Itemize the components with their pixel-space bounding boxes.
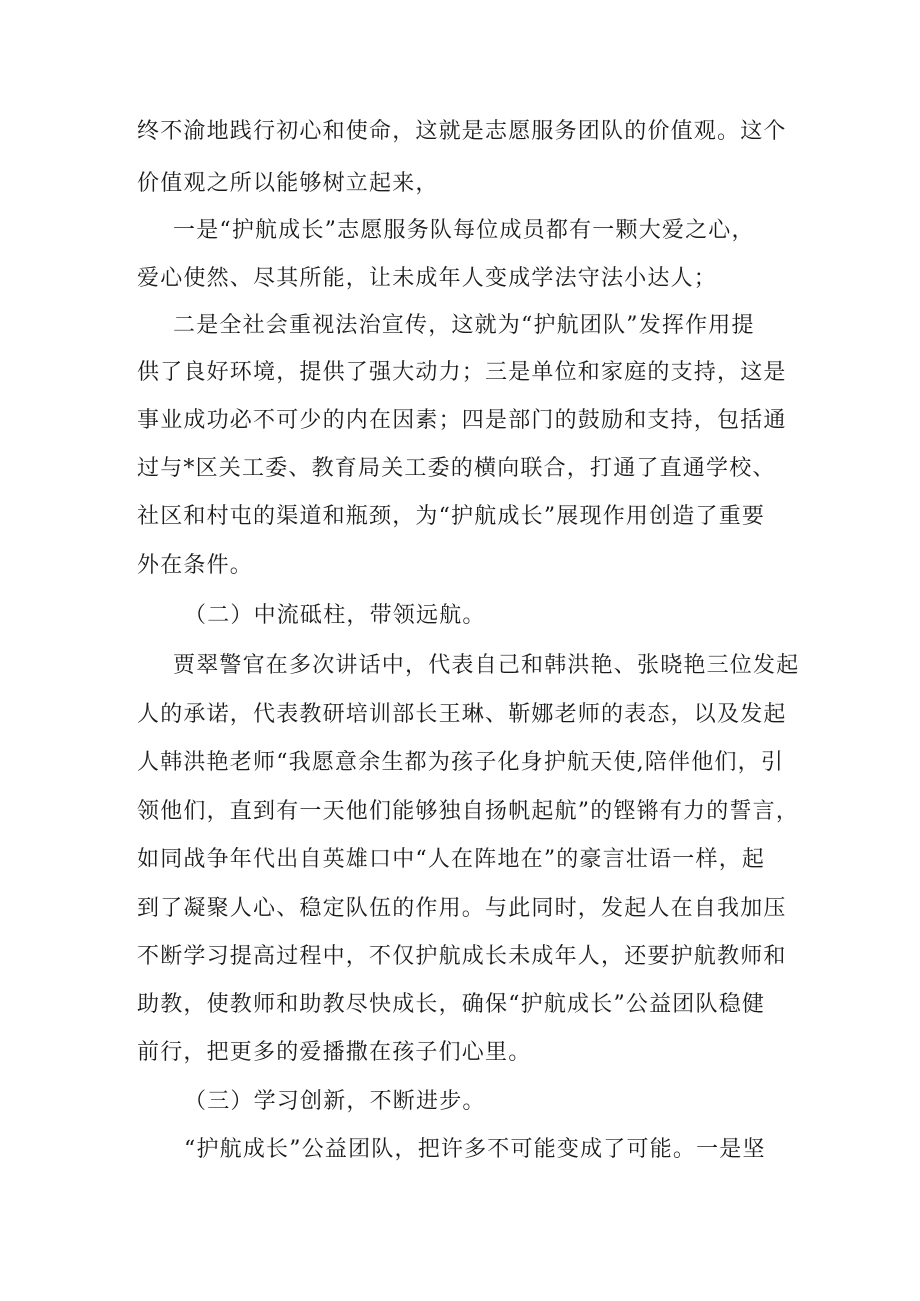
text-line: 爱心使然、尽其所能，让未成年人变成学法守法小达人； (137, 266, 718, 291)
text-line: 前行，把更多的爱播撒在孩子们心里。 (137, 1040, 532, 1065)
text-line: 二是全社会重视法治宣传，这就为“护航团队”发挥作用提 (173, 313, 755, 338)
text-line: 事业成功必不可少的内在因素；四是部门的鼓励和支持，包括通 (137, 408, 787, 433)
text-line: 供了良好环境，提供了强大动力；三是单位和家庭的支持，这是 (137, 360, 787, 385)
text-line: 过与*区关工委、教育局关工委的横向联合，打通了直通学校、 (137, 456, 776, 481)
text-line: 如同战争年代出自英雄口中“人在阵地在”的豪言壮语一样，起 (137, 847, 766, 872)
text-line: 助教，使教师和助教尽快成长，确保“护航成长”公益团队稳健 (137, 992, 766, 1017)
text-line: 外在条件。 (137, 553, 254, 578)
text-line: 人的承诺，代表教研培训部长王琳、靳娜老师的表态，以及发起 (137, 702, 787, 727)
text-line: 终不渝地践行初心和使命，这就是志愿服务团队的价值观。这个 (137, 119, 787, 144)
text-line: 一是“护航成长”志愿服务队每位成员都有一颗大爱之心， (173, 218, 755, 243)
text-line: 领他们，直到有一天他们能够独自扬帆起航”的铿锵有力的誓言， (137, 799, 800, 824)
text-line: 价值观之所以能够树立起来， (137, 171, 439, 196)
section-heading: （二）中流砥柱，带领远航。 (184, 603, 486, 628)
text-line: 人韩洪艳老师“我愿意余生都为孩子化身护航天使,陪伴他们，引 (137, 750, 785, 775)
text-line: 到了凝聚人心、稳定队伍的作用。与此同时，发起人在自我加压 (137, 896, 787, 921)
text-line: 不断学习提高过程中，不仅护航成长未成年人，还要护航教师和 (137, 944, 787, 969)
section-heading: （三）学习创新，不断进步。 (184, 1089, 486, 1114)
text-line: 社区和村屯的渠道和瓶颈，为“护航成长”展现作用创造了重要 (137, 504, 766, 529)
text-line: 贾翠警官在多次讲话中，代表自己和韩洪艳、张晓艳三位发起 (173, 653, 800, 678)
text-line: “护航成长”公益团队，把许多不可能变成了可能。一是坚 (184, 1137, 766, 1162)
